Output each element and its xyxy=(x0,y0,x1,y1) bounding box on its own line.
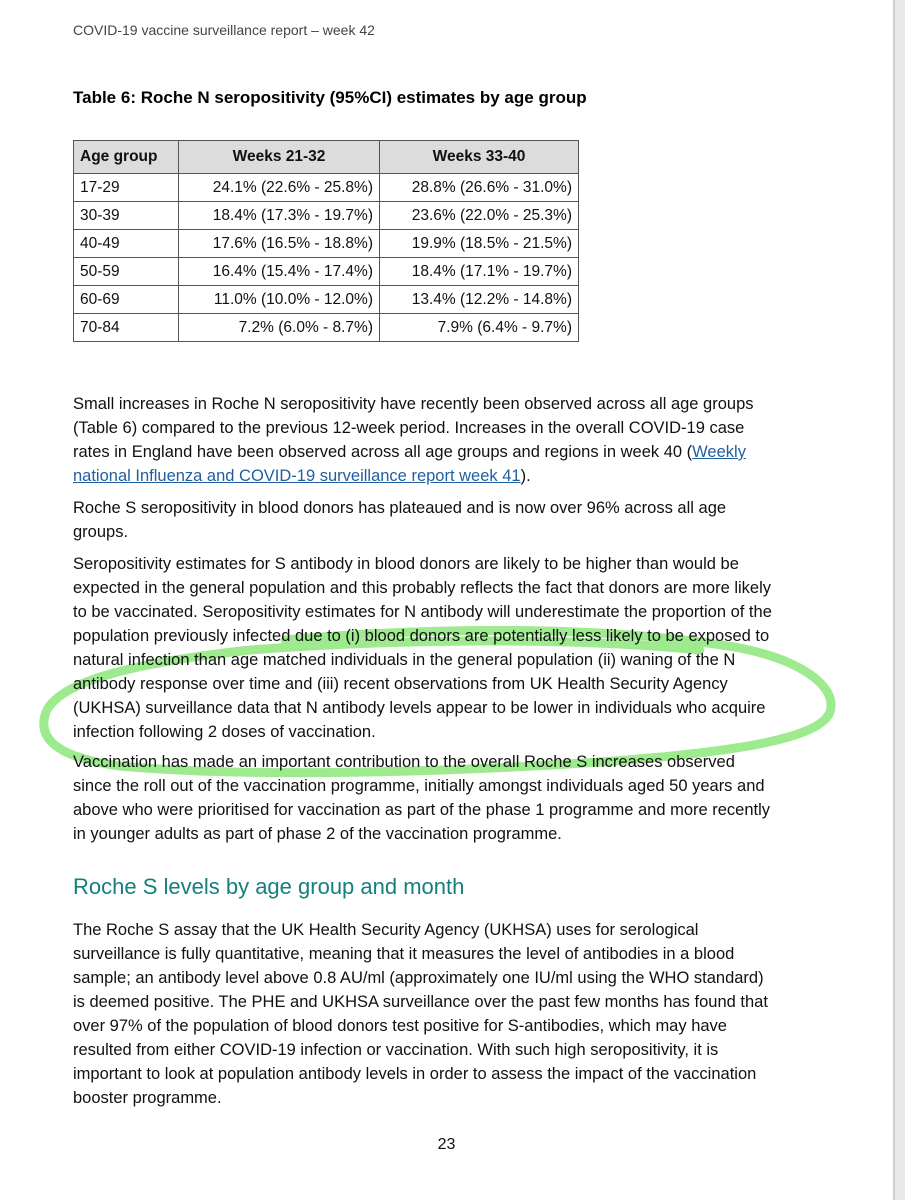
paragraph-roche-s-assay xyxy=(73,918,833,1110)
table-cell: 28.8% (26.6% - 31.0%) xyxy=(380,174,579,202)
paragraph-line: rates in England have been observed across all age groups and regions in week 40 ( xyxy=(73,443,693,461)
table-cell: 30-39 xyxy=(74,202,179,230)
paragraph-line: important to look at population antibody levels in order to assess the impact of the vaccination xyxy=(73,1065,757,1083)
paragraph-line: (UKHSA) surveillance data that N antibody levels appear to be lower in individuals who acquire xyxy=(73,699,766,717)
paragraph-vaccination-contribution xyxy=(73,750,833,846)
paragraph-line: (Table 6) compared to the previous 12-week period. Increases in the overall COVID-19 case xyxy=(73,419,745,437)
table-cell: 13.4% (12.2% - 14.8%) xyxy=(380,286,579,314)
column-header: Weeks 33-40 xyxy=(380,141,579,174)
surveillance-report-link-continued[interactable]: national Influenza and COVID-19 surveillance report week 41 xyxy=(73,467,521,485)
paragraph-seropositivity-estimates xyxy=(73,552,833,744)
table-cell: 16.4% (15.4% - 17.4%) xyxy=(179,258,380,286)
paragraph-line: over 97% of the population of blood donors test positive for S-antibodies, which may have xyxy=(73,1017,727,1035)
paragraph-line: surveillance is fully quantitative, meaning that it measures the level of antibodies in a blood xyxy=(73,945,735,963)
paragraph-line: since the roll out of the vaccination programme, initially amongst individuals aged 50 years and xyxy=(73,777,765,795)
table-cell: 50-59 xyxy=(74,258,179,286)
page-edge-shadow xyxy=(893,0,895,1200)
paragraph-line: in younger adults as part of phase 2 of the vaccination programme. xyxy=(73,825,562,843)
table-cell: 11.0% (10.0% - 12.0%) xyxy=(179,286,380,314)
paragraph-line: antibody response over time and (iii) recent observations from UK Health Security Agency xyxy=(73,675,728,693)
table-cell: 7.9% (6.4% - 9.7%) xyxy=(380,314,579,342)
table-cell: 40-49 xyxy=(74,230,179,258)
paragraph-line: to be vaccinated. Seropositivity estimates for N antibody will underestimate the proportion of the xyxy=(73,603,772,621)
table-cell: 60-69 xyxy=(74,286,179,314)
surveillance-report-link[interactable]: Weekly xyxy=(692,443,746,461)
table-title: Table 6: Roche N seropositivity (95%CI) estimates by age group xyxy=(73,88,587,107)
paragraph-line: above who were prioritised for vaccination as part of the phase 1 programme and more recently xyxy=(73,801,771,819)
paragraph-line: infection following 2 doses of vaccination. xyxy=(73,723,376,741)
paragraph-line: Roche S seropositivity in blood donors has plateaued and is now over 96% across all age xyxy=(73,499,727,517)
paragraph-line: resulted from either COVID-19 infection or vaccination. With such high seropositivity, it is xyxy=(73,1041,719,1059)
paragraph-line: is deemed positive. The PHE and UKHSA surveillance over the past few months has found that xyxy=(73,993,768,1011)
page-number: 23 xyxy=(437,1136,456,1153)
paragraph-line: expected in the general population and this probably reflects the fact that donors are more likely xyxy=(73,579,772,597)
paragraph-roche-n-increase xyxy=(73,392,833,488)
table-cell: 19.9% (18.5% - 21.5%) xyxy=(380,230,579,258)
table-cell: 23.6% (22.0% - 25.3%) xyxy=(380,202,579,230)
table-cell: 17.6% (16.5% - 18.8%) xyxy=(179,230,380,258)
table-cell: 18.4% (17.3% - 19.7%) xyxy=(179,202,380,230)
section-heading: Roche S levels by age group and month xyxy=(73,874,465,899)
table-cell: 7.2% (6.0% - 8.7%) xyxy=(179,314,380,342)
running-header: COVID-19 vaccine surveillance report – week 42 xyxy=(73,22,375,38)
table-cell: 24.1% (22.6% - 25.8%) xyxy=(179,174,380,202)
paragraph-line: Seropositivity estimates for S antibody in blood donors are likely to be higher than would be xyxy=(73,555,739,573)
table-cell: 70-84 xyxy=(74,314,179,342)
paragraph-roche-s-plateau xyxy=(73,496,833,544)
paragraph-line: booster programme. xyxy=(73,1089,222,1107)
table-cell: 17-29 xyxy=(74,174,179,202)
paragraph-line: Small increases in Roche N seropositivity have recently been observed across all age groups xyxy=(73,395,754,413)
column-header: Age group xyxy=(74,141,179,174)
paragraph-line: sample; an antibody level above 0.8 AU/ml (approximately one IU/ml using the WHO standard) xyxy=(73,969,764,987)
column-header: Weeks 21-32 xyxy=(179,141,380,174)
paragraph-line: natural infection than age matched individuals in the general population (ii) waning of the N xyxy=(73,651,736,669)
paragraph-line: ). xyxy=(520,467,531,485)
paragraph-line: groups. xyxy=(73,523,129,541)
paragraph-line: The Roche S assay that the UK Health Security Agency (UKHSA) uses for serological xyxy=(73,921,699,939)
table-cell: 18.4% (17.1% - 19.7%) xyxy=(380,258,579,286)
paragraph-line: population previously infected due to (i) blood donors are potentially less likely to be exposed to xyxy=(73,627,770,645)
paragraph-line: Vaccination has made an important contribution to the overall Roche S increases observed xyxy=(73,753,735,771)
